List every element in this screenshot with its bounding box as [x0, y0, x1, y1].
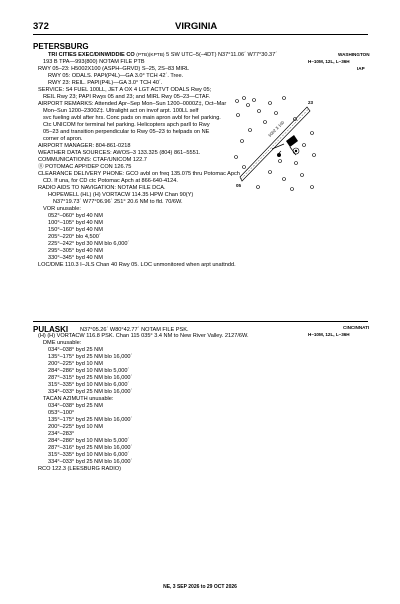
entry-line: AIRPORT MANAGER: 804-861-0218: [38, 143, 131, 149]
entry-line: 200°–225° byd 10 NM: [48, 424, 103, 430]
entry-line: 315°–335° byd 10 NM blo 6,000´: [48, 382, 130, 388]
pulaski-entry-lines: [38, 333, 249, 473]
chart-ref-h10m-2: H–10M, 12L, L–36H: [308, 332, 350, 337]
section-divider: [33, 321, 368, 322]
entry-line: Mon–Sun 1200–2300Z‡. Ultralight act on invof arpt. 100LL self: [43, 108, 199, 114]
chart-ref-washington: WASHINGTON: [338, 52, 370, 57]
entry-line: 225°–242° byd 30 NM blo 6,000´: [48, 241, 130, 247]
entry-line: 150°–160° byd 40 NM: [48, 227, 103, 233]
entry-line: WEATHER DATA SOURCES: AWOS–3 133.325 (804) 861–5551.: [38, 150, 201, 156]
runway-dimension-label: 5002 X 100: [267, 119, 286, 138]
runway-23-label: 23: [308, 100, 314, 105]
entry-line: DME unusable:: [43, 340, 82, 346]
entry-line: 287°–315° byd 25 NM blo 16,000´: [48, 375, 133, 381]
entry-line: LOC/DME 110.3 I–JLS Chan 40 Rwy 05. LOC unmonitored when arpt unattndd.: [38, 262, 236, 268]
entry-line: Ⓡ POTOMAC APP/DEP CON 126.75: [38, 164, 132, 170]
entry-line: TACAN AZIMUTH unusable:: [43, 396, 114, 402]
entry-line: Ctc UNICOM for terminal hel parking. Helicopters apch parll to Rwy: [43, 122, 210, 128]
entry-line: 334°–033° byd 25 NM blo 16,000´: [48, 389, 133, 395]
entry-line: RWY 05: ODALS. PAPI(P4L)—GA 3.0° TCH 42´. Tree.: [48, 73, 184, 79]
chart-ref-cincinnati: CINCINNATI: [343, 325, 370, 330]
page-number: 372: [33, 21, 49, 32]
beacon-icon: [293, 148, 299, 154]
windsock-icon: [277, 151, 281, 157]
entry-line: 05–23 and transition perpendicular to Rwy 05–23 to helpads on NE: [43, 129, 210, 135]
header-rule: [33, 34, 368, 35]
runway-05-label: 05: [236, 183, 242, 188]
chart-ref-iap: IAP: [357, 66, 365, 71]
entry-line: CD. If una, for CD ctc Potomac Apch at 866-640-4124.: [43, 178, 178, 184]
state-title: VIRGINIA: [175, 21, 218, 32]
entry-line: 330°–345° byd 40 NM: [48, 255, 103, 261]
entry-line: 135°–175° byd 25 NM blo 16,000´: [48, 354, 133, 360]
city-name-pulaski: PULASKI: [33, 325, 69, 334]
entry-line: 284°–286° byd 10 NM blo 5,000´: [48, 368, 130, 374]
entry-line: svc fueling avbl after hrs. Conc pads on main apron avbl for hel parking.: [43, 115, 221, 121]
entry-line: HOPEWELL (HL) (H) VORTACW 114.35 HPW Chan 90(Y): [48, 192, 194, 198]
entry-line: 053°–100°: [48, 410, 75, 416]
entry-line: RWY 23: REIL. PAPI(P4L)—GA 3.0° TCH 40´.: [48, 80, 163, 86]
entry-line: 052°–060° byd 40 NM: [48, 213, 103, 219]
entry-line: CLEARANCE DELIVERY PHONE: GCO avbl on freq 135.075 thru Potomac Apch: [38, 171, 240, 177]
entry-line: 234°–283°: [48, 431, 75, 437]
entry-line: 287°–316° byd 25 NM blo 16,000´: [48, 445, 133, 451]
entry-line: 135°–175° byd 25 NM blo 16,000´: [48, 417, 133, 423]
entry-line: AIRPORT REMARKS: Attended Apr–Sep Mon–Sun 1200–0000Z‡, Oct–Mar: [38, 101, 227, 107]
entry-line: SERVICE: S4 FUEL 100LL, JET A OX 4 LGT ACTVT ODALS Rwy 05;: [38, 87, 212, 93]
city-name-petersburg: PETERSBURG: [33, 42, 89, 51]
entry-line: 034°–038° byd 25 NM: [48, 403, 103, 409]
entry-line: RWY 05–23: H5002X100 (ASPH–GRVD) S–25, 2S–83 MIRL: [38, 66, 190, 72]
airport-name: TRI CITIES EXEC/DINWIDDIE CO: [48, 52, 135, 58]
entry-line: 205°–220° blo 4,500´: [48, 234, 101, 240]
airport-location: 5 SW UTC–5(–4DT) N37°11.06´ W77°30.37´: [166, 52, 278, 58]
footer-effective-dates: NE, 3 SEP 2026 to 29 OCT 2026: [163, 584, 237, 590]
runway-05-23: [240, 107, 310, 181]
entry-line: 193 B TPA—993(800) NOTAM FILE PTB: [43, 59, 145, 65]
entry-line: 295°–305° byd 40 NM: [48, 248, 103, 254]
airport-ident: (PTB)(KPTB): [136, 53, 165, 58]
entry-line: 034°–038° byd 25 NM: [48, 347, 103, 353]
petersburg-entry-lines: [38, 59, 240, 269]
entry-line: REIL Rwy 23; PAPI Rwys 05 and 23; and MIRL Rwy 05–23—CTAF.: [43, 94, 210, 100]
entry-line: COMMUNICATIONS: CTAF/UNICOM 122.7: [38, 157, 147, 163]
entry-line: 334°–033° byd 25 NM blo 16,000´: [48, 459, 133, 465]
pulaski-info: N37°05.26´ W80°42.77´ NOTAM FILE PSK.: [80, 327, 189, 333]
entry-line: 284°–286° byd 10 NM blo 5,000´: [48, 438, 130, 444]
entry-line: RCO 122.3 (LEESBURG RADIO): [38, 466, 121, 472]
airport-title: [48, 52, 277, 59]
entry-line: corner of apron.: [43, 136, 83, 142]
entry-line: VOR unusable:: [43, 206, 81, 212]
entry-line: 100°–105° byd 40 NM: [48, 220, 103, 226]
entry-line: N37°19.73´ W77°06.96´ 251° 20.6 NM to fld. 70/6W.: [53, 199, 183, 205]
airport-diagram: [232, 89, 318, 197]
entry-line: RADIO AIDS TO NAVIGATION: NOTAM FILE DCA.: [38, 185, 166, 191]
entry-line: 315°–335° byd 10 NM blo 6,000´: [48, 452, 130, 458]
chart-ref-h10m: H–10M, 12L, L–36H: [308, 59, 350, 64]
entry-line: (H) (H) VORTACW 116.8 PSK. Chan 115 035° 3.4 NM to New River Valley. 2127/6W.: [38, 333, 249, 339]
entry-line: 200°–225° byd 10 NM: [48, 361, 103, 367]
